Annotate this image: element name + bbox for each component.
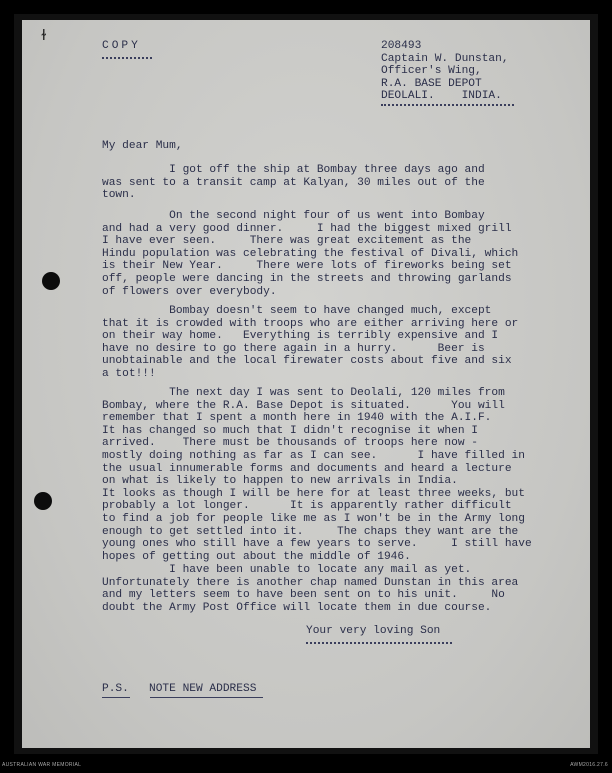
text-line: I have ever seen. There was great excitement as the — [102, 235, 472, 248]
text-line: arrived. There must be thousands of troops here now - — [102, 437, 478, 450]
text-line: unobtainable and the local firewater costs about five and six — [102, 355, 512, 368]
text-line: On the second night four of us went into Bombay — [102, 210, 485, 222]
text-line: on what is likely to happen to new arrivals in India. — [102, 475, 458, 488]
text-line: town. — [102, 189, 136, 202]
paragraph — [102, 387, 542, 563]
text-line: mostly doing nothing as far as I can see. I have filled in — [102, 449, 525, 462]
address-line: 208493 — [381, 40, 422, 52]
postscript: P.S. NOTE NEW ADDRESS — [102, 683, 257, 695]
text-line: and my letters seem to have been sent on to his unit. No — [102, 589, 505, 602]
text-line: to find a job for people like me as I won't be in the Army long — [102, 512, 525, 525]
footer-reference: AWM2016.27.6 — [570, 762, 608, 768]
address-line: Officer's Wing, — [381, 65, 482, 78]
copy-underline — [102, 57, 152, 59]
text-line: It looks as though I will be here for at least three weeks, but — [102, 487, 525, 500]
letter-page — [22, 20, 590, 748]
text-line: young ones who still have a few years to serve. I still have — [102, 538, 532, 551]
paragraph — [102, 210, 542, 298]
text-line: have no desire to go there again in a hurry. Beer is — [102, 342, 485, 355]
text-line: Hindu population was celebrating the festival of Divali, which — [102, 247, 519, 260]
paragraph — [102, 164, 542, 202]
text-line: I got off the ship at Bombay three days ago and — [102, 164, 485, 176]
ps-underline — [150, 697, 263, 698]
text-line: on their way home. Everything is terribly expensive and I — [102, 330, 499, 343]
signoff-underline — [306, 642, 452, 644]
text-line: enough to get settled into it. The chaps they want are the — [102, 525, 519, 538]
text-line: doubt the Army Post Office will locate them in due course. — [102, 601, 492, 614]
text-line: hopes of getting out about the middle of 1946. — [102, 550, 411, 563]
text-line: is their New Year. There were lots of fireworks being set — [102, 260, 512, 273]
text-line: of flowers over everybody. — [102, 285, 277, 298]
text-line: The next day I was sent to Deolali, 120 miles from — [102, 387, 505, 399]
text-line: and had a very good dinner. I had the biggest mixed grill — [102, 222, 512, 235]
address-underline — [381, 104, 514, 106]
text-line: remember that I spent a month here in 1940 with the A.I.F. — [102, 412, 492, 425]
text-line: Bombay doesn't seem to have changed much, except — [102, 305, 492, 317]
address-line: DEOLALI. INDIA. — [381, 90, 502, 103]
punch-hole — [42, 272, 60, 290]
punch-hole — [34, 492, 52, 510]
text-line: the usual innumerable forms and documents and heard a lecture — [102, 462, 512, 475]
text-line: that it is crowded with troops who are either arriving here or — [102, 317, 519, 330]
footer-credit: AUSTRALIAN WAR MEMORIAL — [2, 762, 82, 768]
text-line: was sent to a transit camp at Kalyan, 30 miles out of the — [102, 176, 485, 189]
text-line: Unfortunately there is another chap named Dunstan in this area — [102, 576, 519, 589]
address-line: Captain W. Dunstan, — [381, 52, 509, 65]
address-line: R.A. BASE DEPOT — [381, 77, 482, 90]
paragraph — [102, 564, 542, 614]
copy-label: COPY — [102, 40, 141, 52]
margin-tick-mark: ɫ — [41, 28, 47, 44]
paragraph — [102, 305, 542, 381]
text-line: I have been unable to locate any mail as yet. — [102, 564, 472, 576]
salutation: My dear Mum, — [102, 140, 183, 152]
text-line: Bombay, where the R.A. Base Depot is situated. You will — [102, 399, 505, 412]
text-line: a tot!!! — [102, 367, 156, 380]
address-block — [381, 40, 509, 103]
text-line: probably a lot longer. It is apparently rather difficult — [102, 500, 512, 513]
ps-underline — [102, 697, 130, 698]
text-line: off, people were dancing in the streets and throwing garlands — [102, 272, 512, 285]
signoff: Your very loving Son — [306, 625, 441, 637]
text-line: It has changed so much that I didn't recognise it when I — [102, 424, 478, 437]
